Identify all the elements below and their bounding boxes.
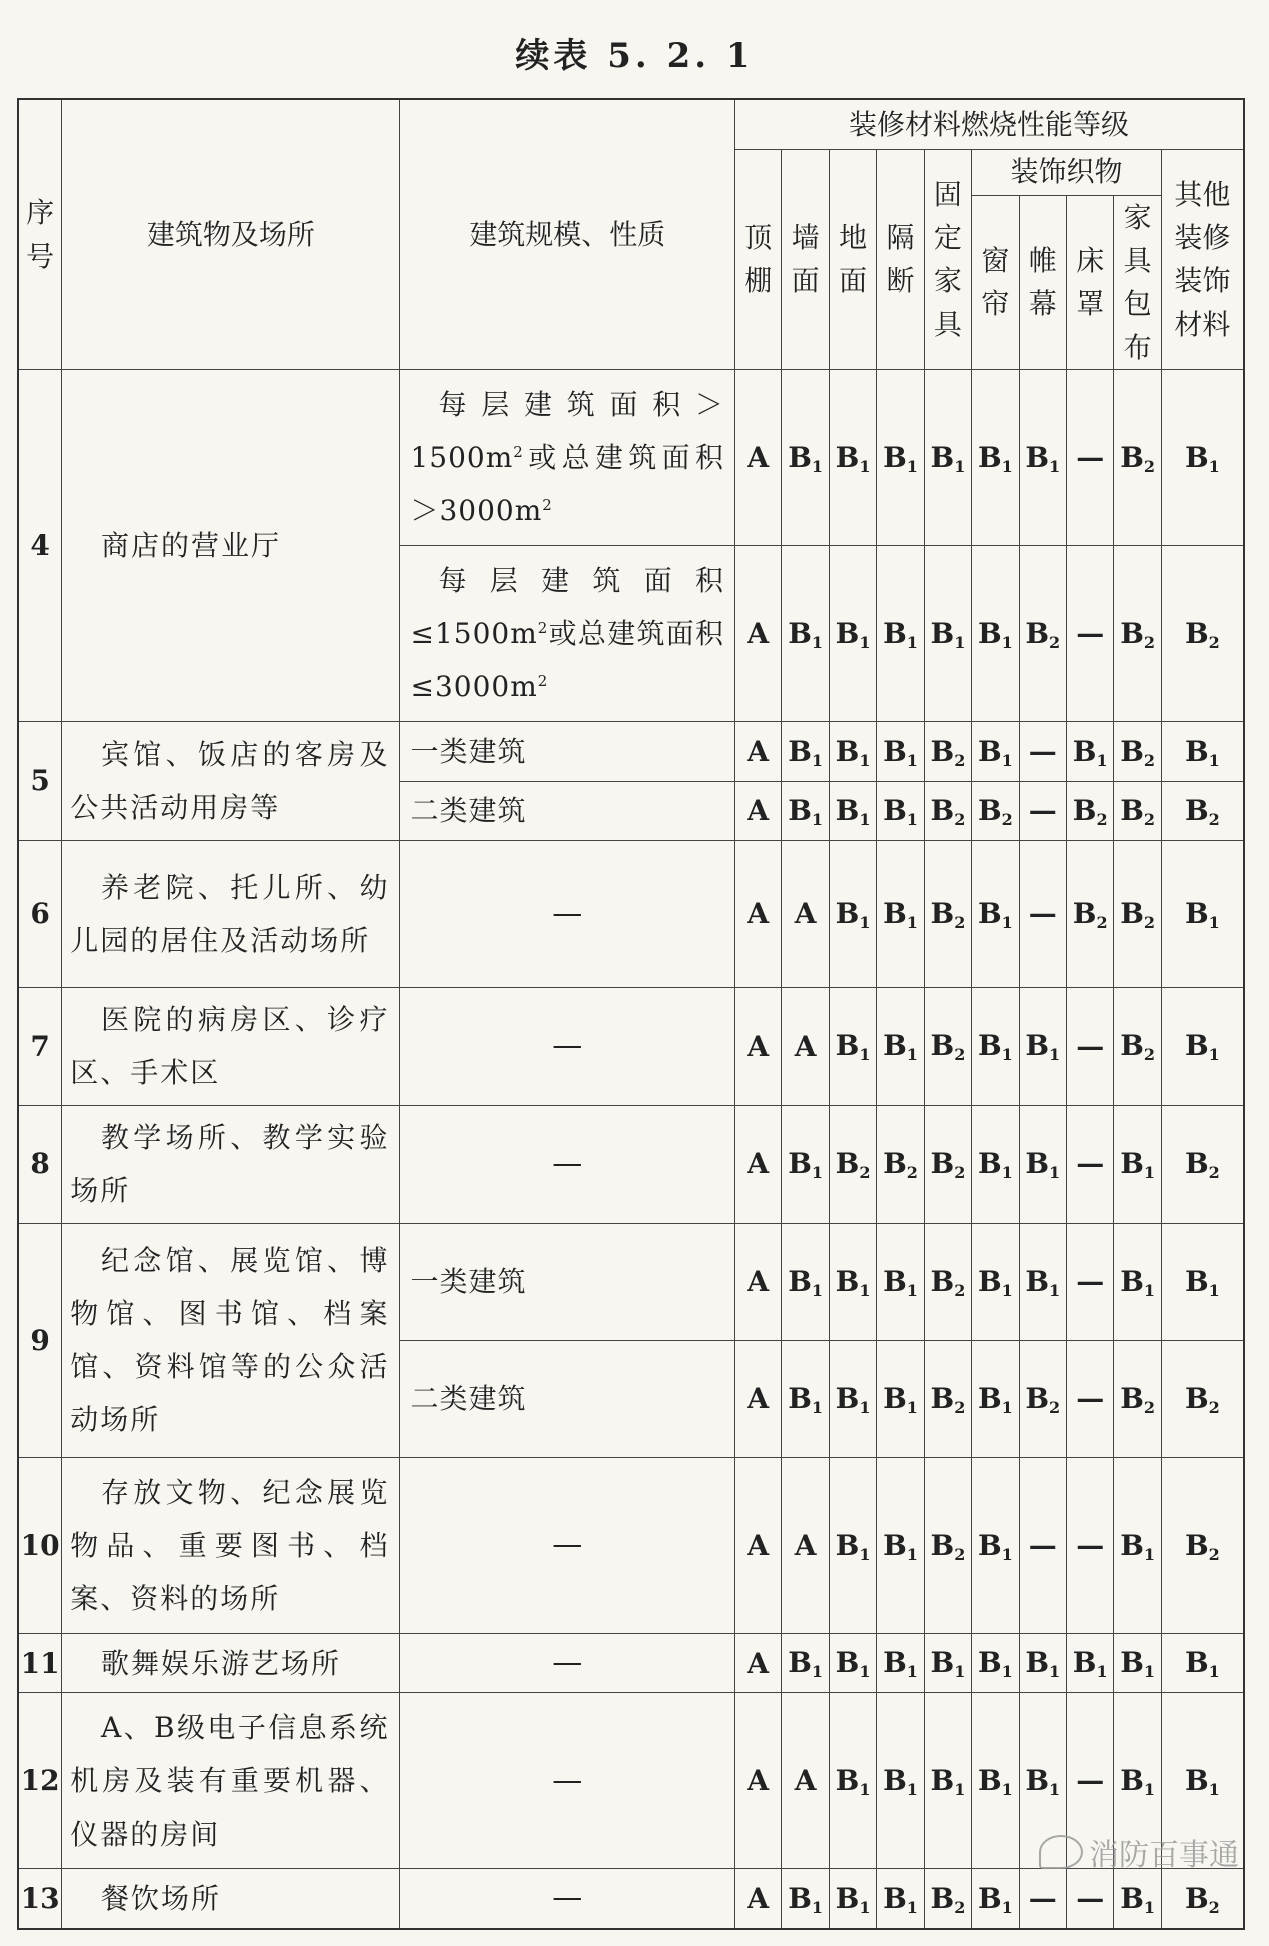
building-name: 存放文物、纪念展览物品、重要图书、档案、资料的场所 — [62, 1457, 400, 1633]
grade-cell: $B_1$ — [829, 1457, 876, 1633]
grade-cell: $B_1$ — [972, 1340, 1019, 1457]
row-number: 11 — [18, 1633, 62, 1692]
grade-cell: A — [735, 1340, 782, 1457]
building-name: 宾馆、饭店的客房及公共活动用房等 — [62, 722, 400, 841]
building-name: A、B级电子信息系统机房及装有重要机器、仪器的房间 — [62, 1693, 400, 1869]
grade-cell: $B_1$ — [1019, 370, 1066, 546]
table-row — [18, 1869, 1244, 1929]
grade-cell: $B_2$ — [1114, 781, 1161, 840]
header-scale: 建筑规模、性质 — [400, 99, 735, 370]
grade-cell: $B_1$ — [1114, 1223, 1161, 1340]
row-number: 8 — [18, 1105, 62, 1223]
header-drape: 帷 幕 — [1019, 195, 1066, 370]
grade-cell: $B_1$ — [877, 1340, 924, 1457]
grade-cell: — — [1019, 781, 1066, 840]
header-building: 建筑物及场所 — [62, 99, 400, 370]
grade-cell: $B_2$ — [924, 1105, 971, 1223]
grade-cell: — — [1066, 1340, 1113, 1457]
table-title: 续表 5. 2. 1 — [515, 36, 754, 76]
grade-cell: $B_1$ — [1019, 1693, 1066, 1869]
row-number: 5 — [18, 722, 62, 841]
grade-cell: $B_1$ — [1114, 1105, 1161, 1223]
grade-cell: $B_1$ — [829, 781, 876, 840]
grade-cell: A — [735, 370, 782, 546]
fire-rating-table — [17, 98, 1245, 1930]
grade-cell: A — [782, 1457, 829, 1633]
grade-cell: $B_1$ — [1019, 1105, 1066, 1223]
grade-cell: — — [1066, 1693, 1113, 1869]
grade-cell: — — [1019, 1457, 1066, 1633]
building-name: 教学场所、教学实验场所 — [62, 1105, 400, 1223]
grade-cell: $B_1$ — [972, 988, 1019, 1106]
grade-cell: $B_1$ — [924, 1693, 971, 1869]
row-number: 10 — [18, 1457, 62, 1633]
table-row — [18, 988, 1244, 1106]
building-scale: — — [400, 1693, 735, 1869]
grade-cell: $B_1$ — [1161, 1693, 1244, 1869]
grade-cell: $B_1$ — [782, 1105, 829, 1223]
grade-cell: $B_2$ — [924, 1869, 971, 1929]
building-scale: — — [400, 1869, 735, 1929]
grade-cell: $B_2$ — [1066, 841, 1113, 988]
grade-cell: A — [735, 1223, 782, 1340]
grade-cell: $B_1$ — [829, 1223, 876, 1340]
grade-cell: — — [1066, 1869, 1113, 1929]
building-name: 养老院、托儿所、幼儿园的居住及活动场所 — [62, 841, 400, 988]
building-scale: — — [400, 841, 735, 988]
grade-cell: $B_2$ — [924, 841, 971, 988]
row-number: 12 — [18, 1693, 62, 1869]
grade-cell: $B_2$ — [1114, 1340, 1161, 1457]
grade-cell: A — [735, 722, 782, 781]
grade-cell: $B_1$ — [782, 781, 829, 840]
grade-cell: $B_1$ — [972, 722, 1019, 781]
grade-cell: $B_1$ — [782, 1340, 829, 1457]
grade-cell: $B_1$ — [829, 722, 876, 781]
building-scale: 每层建筑面积$>1500m^2$或总建筑面积$>3000m^2$ — [400, 370, 735, 546]
wechat-logo-icon — [1039, 1835, 1083, 1869]
grade-cell: A — [782, 841, 829, 988]
grade-cell: $B_1$ — [877, 370, 924, 546]
grade-cell: $B_1$ — [1161, 988, 1244, 1106]
grade-cell: $B_1$ — [972, 1105, 1019, 1223]
grade-cell: $B_1$ — [782, 1223, 829, 1340]
grade-cell: $B_1$ — [1066, 1633, 1113, 1692]
grade-cell: $B_1$ — [829, 370, 876, 546]
building-scale: 一类建筑 — [400, 1223, 735, 1340]
grade-cell: $B_2$ — [924, 1340, 971, 1457]
grade-cell: $B_1$ — [1114, 1457, 1161, 1633]
grade-cell: $B_1$ — [1161, 1633, 1244, 1692]
row-number: 4 — [18, 370, 62, 722]
building-scale: 每层建筑面积$\le 1500m^2$或总建筑面积$\le 3000m^2$ — [400, 546, 735, 722]
grade-cell: A — [735, 1457, 782, 1633]
grade-cell: — — [1019, 722, 1066, 781]
grade-cell: $B_1$ — [877, 1223, 924, 1340]
grade-cell: $B_1$ — [877, 546, 924, 722]
table-row — [18, 1633, 1244, 1692]
building-name: 纪念馆、展览馆、博物馆、图书馆、档案馆、资料馆等的公众活动场所 — [62, 1223, 400, 1457]
grade-cell: — — [1066, 1223, 1113, 1340]
grade-cell: $B_1$ — [924, 370, 971, 546]
grade-cell: $B_2$ — [1114, 370, 1161, 546]
grade-cell: — — [1019, 1869, 1066, 1929]
grade-cell: $B_1$ — [877, 1693, 924, 1869]
grade-cell: — — [1066, 546, 1113, 722]
grade-cell: $B_1$ — [1019, 988, 1066, 1106]
row-number: 13 — [18, 1869, 62, 1929]
grade-cell: $B_2$ — [1019, 1340, 1066, 1457]
grade-cell: $B_2$ — [1066, 781, 1113, 840]
header-textile-group: 装饰织物 — [972, 149, 1162, 195]
grade-cell: $B_2$ — [1161, 1457, 1244, 1633]
building-name: 餐饮场所 — [62, 1869, 400, 1929]
building-name: 医院的病房区、诊疗区、手术区 — [62, 988, 400, 1106]
building-scale: 一类建筑 — [400, 722, 735, 781]
table-row — [18, 1105, 1244, 1223]
table-row — [18, 841, 1244, 988]
grade-cell: $B_2$ — [1114, 841, 1161, 988]
grade-cell: $B_1$ — [782, 722, 829, 781]
grade-cell: $B_1$ — [877, 841, 924, 988]
table-row — [18, 722, 1244, 781]
table-row — [18, 370, 1244, 546]
header-bedcover: 床 罩 — [1066, 195, 1113, 370]
grade-cell: $B_1$ — [972, 1223, 1019, 1340]
grade-cell: $B_2$ — [1161, 781, 1244, 840]
building-scale: — — [400, 1457, 735, 1633]
grade-cell: $B_1$ — [782, 1869, 829, 1929]
grade-cell: $B_1$ — [924, 546, 971, 722]
grade-cell: $B_1$ — [877, 988, 924, 1106]
grade-cell: $B_1$ — [877, 1633, 924, 1692]
row-number: 6 — [18, 841, 62, 988]
grade-cell: $B_1$ — [1161, 841, 1244, 988]
grade-cell: $B_2$ — [972, 781, 1019, 840]
table-row — [18, 1223, 1244, 1340]
grade-cell: $B_1$ — [1114, 1693, 1161, 1869]
grade-cell: $B_1$ — [924, 1633, 971, 1692]
header-floor: 地 面 — [829, 149, 876, 370]
grade-cell: $B_2$ — [1161, 1869, 1244, 1929]
watermark: 消防百事通 — [1039, 1830, 1239, 1874]
header-curtain: 窗 帘 — [972, 195, 1019, 370]
building-scale: — — [400, 1105, 735, 1223]
grade-cell: $B_1$ — [829, 841, 876, 988]
building-name: 歌舞娱乐游艺场所 — [62, 1633, 400, 1692]
grade-cell: — — [1066, 370, 1113, 546]
header-upholstery: 家 具 包 布 — [1114, 195, 1161, 370]
grade-cell: $B_1$ — [1161, 370, 1244, 546]
grade-cell: $B_1$ — [972, 841, 1019, 988]
grade-cell: — — [1066, 1105, 1113, 1223]
header-fixed-furniture: 固 定 家 具 — [924, 149, 971, 370]
grade-cell: A — [735, 1869, 782, 1929]
grade-cell: $B_1$ — [1019, 1633, 1066, 1692]
grade-cell: A — [735, 1633, 782, 1692]
grade-cell: — — [1019, 841, 1066, 988]
grade-cell: $B_2$ — [1161, 1340, 1244, 1457]
building-scale: — — [400, 988, 735, 1106]
grade-cell: $B_2$ — [1114, 988, 1161, 1106]
header-partition: 隔 断 — [877, 149, 924, 370]
grade-cell: $B_1$ — [972, 546, 1019, 722]
grade-cell: $B_1$ — [877, 1869, 924, 1929]
header-wall: 墙 面 — [782, 149, 829, 370]
header-other: 其他 装修 装饰 材料 — [1161, 149, 1244, 370]
grade-cell: $B_2$ — [1161, 1105, 1244, 1223]
grade-cell: $B_2$ — [924, 1457, 971, 1633]
row-number: 9 — [18, 1223, 62, 1457]
grade-cell: A — [735, 841, 782, 988]
grade-cell: A — [735, 988, 782, 1106]
grade-cell: $B_1$ — [782, 546, 829, 722]
grade-cell: $B_2$ — [924, 722, 971, 781]
grade-cell: $B_2$ — [924, 1223, 971, 1340]
header-grade-group: 装修材料燃烧性能等级 — [735, 99, 1244, 149]
grade-cell: $B_2$ — [1161, 546, 1244, 722]
grade-cell: A — [735, 546, 782, 722]
row-number: 7 — [18, 988, 62, 1106]
grade-cell: $B_2$ — [829, 1105, 876, 1223]
grade-cell: $B_1$ — [972, 1693, 1019, 1869]
grade-cell: $B_1$ — [829, 1633, 876, 1692]
grade-cell: A — [782, 988, 829, 1106]
grade-cell: $B_1$ — [877, 1457, 924, 1633]
grade-cell: $B_1$ — [829, 546, 876, 722]
grade-cell: $B_1$ — [972, 370, 1019, 546]
grade-cell: $B_1$ — [1019, 1223, 1066, 1340]
grade-cell: A — [735, 1693, 782, 1869]
grade-cell: $B_1$ — [1114, 1633, 1161, 1692]
grade-cell: $B_1$ — [1161, 722, 1244, 781]
grade-cell: $B_1$ — [782, 370, 829, 546]
grade-cell: $B_2$ — [877, 1105, 924, 1223]
grade-cell: $B_1$ — [829, 1340, 876, 1457]
table-row — [18, 1457, 1244, 1633]
grade-cell: $B_1$ — [877, 781, 924, 840]
grade-cell: $B_1$ — [1161, 1223, 1244, 1340]
grade-cell: $B_2$ — [924, 988, 971, 1106]
grade-cell: $B_1$ — [1114, 1869, 1161, 1929]
building-name: 商店的营业厅 — [62, 370, 400, 722]
grade-cell: $B_2$ — [1114, 546, 1161, 722]
building-scale: 二类建筑 — [400, 1340, 735, 1457]
grade-cell: $B_1$ — [829, 1869, 876, 1929]
grade-cell: $B_1$ — [972, 1633, 1019, 1692]
grade-cell: $B_2$ — [1114, 722, 1161, 781]
grade-cell: A — [782, 1693, 829, 1869]
grade-cell: A — [735, 1105, 782, 1223]
grade-cell: $B_2$ — [924, 781, 971, 840]
grade-cell: $B_1$ — [972, 1869, 1019, 1929]
header-seq: 序 号 — [18, 99, 62, 370]
grade-cell: $B_1$ — [782, 1633, 829, 1692]
grade-cell: $B_1$ — [829, 988, 876, 1106]
building-scale: 二类建筑 — [400, 781, 735, 840]
grade-cell: $B_1$ — [1066, 722, 1113, 781]
grade-cell: $B_1$ — [972, 1457, 1019, 1633]
grade-cell: $B_2$ — [1019, 546, 1066, 722]
grade-cell: — — [1066, 1457, 1113, 1633]
grade-cell: A — [735, 781, 782, 840]
grade-cell: — — [1066, 988, 1113, 1106]
header-ceiling: 顶 棚 — [735, 149, 782, 370]
grade-cell: $B_1$ — [877, 722, 924, 781]
building-scale: — — [400, 1633, 735, 1692]
grade-cell: $B_1$ — [829, 1693, 876, 1869]
